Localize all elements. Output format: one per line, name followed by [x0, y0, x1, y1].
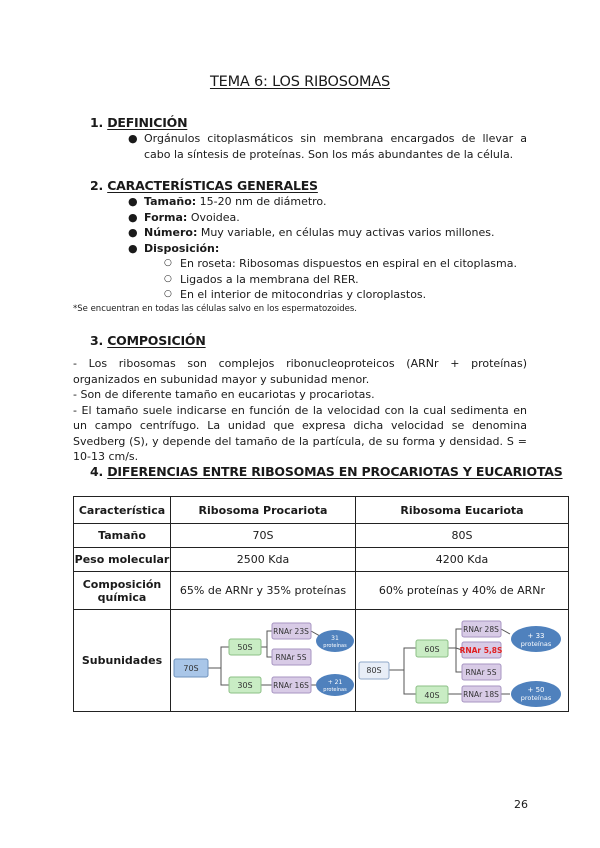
section-2-heading: 2. CARACTERÍSTICAS GENERALES [90, 178, 318, 193]
label-80s: 80S [366, 666, 382, 675]
cell-procariota: 65% de ARNr y 35% proteínas [171, 572, 356, 610]
row-key: Tamaño [74, 524, 171, 548]
list-item: ○ En roseta: Ribosomas dispuestos en espiral en el citoplasma. [164, 257, 517, 270]
paragraph: - Los ribosomas son complejos ribonucleoproteicos (ARNr + proteínas) organizados en subunidad mayor y subunidad menor. [73, 357, 527, 386]
label-rna-5s: RNAr 5S [275, 653, 307, 662]
cell-eucariota: 80S [356, 524, 569, 548]
label-proteins-small: proteínas [323, 687, 347, 693]
label-rna-23s: RNAr 23S [273, 627, 309, 636]
label-proteins-small: proteínas [520, 694, 552, 702]
label-70s: 70S [183, 664, 199, 673]
table-header-row [74, 497, 569, 524]
table-row [74, 548, 569, 572]
characteristics-list [128, 194, 534, 256]
label-rna-16s: RNAr 16S [273, 681, 309, 690]
list-item: ● Disposición: [128, 241, 220, 255]
label-60s: 60S [424, 645, 440, 654]
header-cell: Ribosoma Procariota [171, 497, 356, 524]
eucariota-diagram-cell [356, 610, 569, 712]
table-row [74, 610, 569, 712]
paragraph: - El tamaño suele indicarse en función de la velocidad con la cual sedimenta en un campo centrífugo. La unidad que expresa dicha velocidad se denomina Svedberg (S), y depende del tamaño de la partícula, de su forma y densidad. S = 10-13 cm/s. [73, 403, 527, 463]
label-rna-18s: RNAr 18S [463, 690, 499, 699]
eucariota-subunit-diagram [356, 610, 568, 708]
label-proteins-small-count: + 21 [327, 679, 343, 686]
paragraph: - Son de diferente tamaño en eucariotas y procariotas. [73, 388, 375, 401]
footnote: *Se encuentran en todas las células salvo en los espermatozoides. [73, 304, 358, 314]
label-30s: 30S [237, 681, 253, 690]
list-item: ○ Ligados a la membrana del RER. [164, 272, 359, 286]
section-3-heading: 3. COMPOSICIÓN [90, 333, 206, 348]
cell-procariota: 2500 Kda [171, 548, 356, 572]
table-row [74, 524, 569, 548]
procariota-subunit-diagram [171, 610, 355, 708]
label-proteins-large: proteínas [520, 640, 552, 648]
list-item: ○ En el interior de mitocondrias y cloroplastos. [164, 288, 427, 301]
table-row [74, 572, 569, 610]
section-1-heading: 1. DEFINICIÓN [90, 115, 188, 130]
label-rna-5s: RNAr 5S [465, 668, 497, 677]
label-40s: 40S [424, 691, 440, 700]
list-item: ● Tamaño: 15-20 nm de diámetro. [128, 195, 327, 208]
label-rna-58s: RNAr 5,8S [459, 646, 503, 655]
ribosome-comparison-table [73, 496, 569, 712]
row-key: Subunidades [74, 610, 171, 712]
page-number: 26 [514, 798, 528, 811]
label-proteins-large-count: 31 [331, 635, 339, 642]
header-cell: Ribosoma Eucariota [356, 497, 569, 524]
label-50s: 50S [237, 643, 253, 652]
label-proteins-large-count: + 33 [527, 632, 545, 640]
page-title: TEMA 6: LOS RIBOSOMAS [209, 74, 391, 90]
label-proteins-large: proteínas [323, 643, 347, 649]
procariota-diagram-cell [171, 610, 356, 712]
cell-eucariota: 4200 Kda [356, 548, 569, 572]
disposition-sublist [164, 256, 540, 303]
cell-eucariota: 60% proteínas y 40% de ARNr [356, 572, 569, 610]
header-cell: Característica [74, 497, 171, 524]
row-key: Peso molecular [74, 548, 171, 572]
list-item: ● Número: Muy variable, en células muy activas varios millones. [128, 226, 495, 239]
label-proteins-small-count: + 50 [527, 686, 545, 694]
list-item: ● Forma: Ovoidea. [128, 210, 240, 224]
cell-procariota: 70S [171, 524, 356, 548]
section-4-heading: 4. DIFERENCIAS ENTRE RIBOSOMAS EN PROCARIOTAS Y EUCARIOTAS [90, 464, 563, 479]
row-key: Composición química [74, 572, 171, 610]
label-rna-28s: RNAr 28S [463, 625, 499, 634]
section-1-bullet: ● Orgánulos citoplasmáticos sin membrana encargados de llevar a cabo la síntesis de proteínas. Son los más abundantes de la célula. [128, 132, 527, 161]
composition-text [73, 356, 527, 465]
